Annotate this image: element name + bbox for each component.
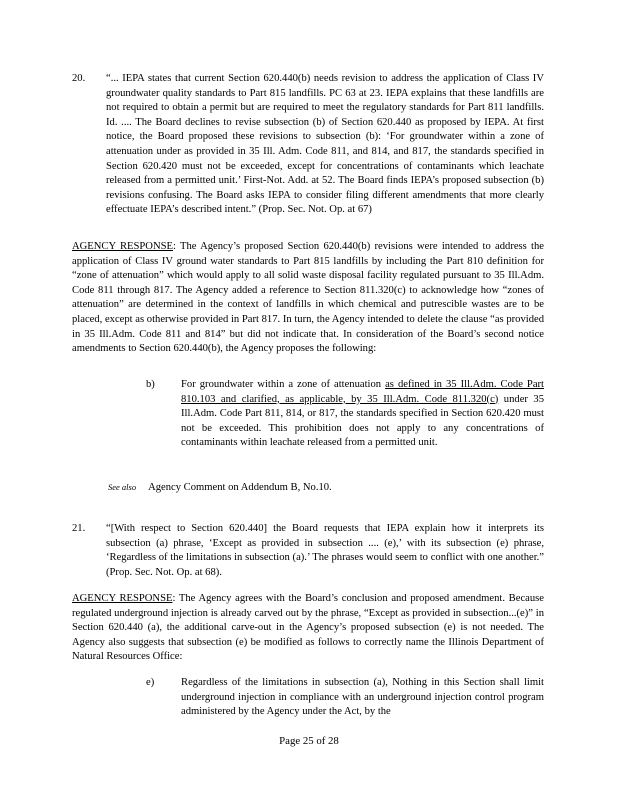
subsection-b: [146, 378, 544, 451]
agency-response-21: [72, 592, 544, 665]
subsection-label: b): [146, 379, 155, 390]
subsection-e: [146, 676, 544, 720]
agency-response-20: [72, 240, 544, 357]
item-text: “[With respect to Section 620.440] the Board requests that IEPA explain how it interprets its subsection (a) phrase, ‘Except as provided in subsection .... (e),’ with its subsection (e) phrase, ‘Regardless of the limitations in subsection (a).’ The phrases would seem to conflict with one another.” (Prop. Sec. Not. Op. at 68).: [106, 523, 544, 578]
page-number: Page 25 of 28: [279, 735, 339, 747]
response-text: : The Agency’s proposed Section 620.440(b) revisions were intended to address the application of Class IV ground water standards to Part 815 landfills by including the Part 810 definition for “zone of attenuation” which would apply to all solid waste disposal facility regulated pursuant to 35 Ill.Adm. Code 811 through 817. The Agency added a reference to Section 811.320(c) to acknowledge how “zones of attenuation” are determined in the context of landfills in which chemical and putrescible wastes are to be placed, except as otherwise provided in Part 817. In turn, the Agency intended to delete the clause “as provided in 35 Ill.Adm. Code 811 and 814” but did not indicate that. In consideration of the Board’s second notice amendments to Section 620.440(b), the Agency proposes the following:: [72, 241, 544, 355]
item-number: 21.: [72, 523, 86, 534]
item-21: [72, 522, 544, 580]
see-also-reference: [108, 480, 332, 496]
item-text: “... IEPA states that current Section 620.440(b) needs revision to address the application of Class IV groundwater quality standards to Part 815 landfills. PC 63 at 23. IEPA explains that these landfills are not required to obtain a permit but are required to meet the regulatory standards for Part 811 landfills. Id. .... The Board declines to revise subsection (b) of Section 620.440 as proposed by IEPA. At first notice, the Board proposed these revisions to subsection (b): ‘For groundwater within a zone of attenuation under as provided in 35 Ill. Adm. Code 811, and 814, and 817, the standards specified in Section 620.420 must not be exceeded, except for concentrations of contaminants which leachate released from a permitted unit.’ First-Not. Add. at 52. The Board finds IEPA’s proposed subsection (b) revisions confusing. The Board asks IEPA to consider filing different amendments that more clearly effectuate IEPA’s described intent.” (Prop. Sec. Not. Op. at 67): [106, 73, 544, 216]
subsection-text: For groundwater within a zone of attenuation as defined in 35 Ill.Adm. Code Part 810.103 and clarified, as applicable, by 35 Ill.Adm. Code 811.320(c) under 35 Ill.Adm. Code Part 811, 814, or 817, the standards specified in Section 620.420 must not be exceeded. This prohibition does not apply to any concentrations of contaminants within leachate released from a permitted unit.: [181, 379, 545, 449]
citation-signal: See also: [108, 482, 137, 492]
subsection-label: e): [146, 677, 155, 688]
response-heading: AGENCY RESPONSE: [72, 593, 173, 604]
citation-text: Agency Comment on Addendum B, No.10.: [148, 482, 332, 493]
inserted-text: as defined in 35 Ill.Adm. Code Part 810.103 and clarified, as applicable, by 35 Ill.Adm. Code 811.320(c): [181, 379, 544, 405]
response-heading: AGENCY RESPONSE: [72, 241, 173, 252]
subsection-text: Regardless of the limitations in subsection (a), Nothing in this Section shall limit underground injection in compliance with an underground injection control program administered by the Agency under the Act, by the: [181, 677, 544, 718]
item-20: [72, 72, 544, 218]
response-text: : The Agency agrees with the Board’s conclusion and proposed amendment. Because regulated underground injection is already carved out by the phrase, “Except as provided in subsection...(e)” in Section 620.440 (a), the additional carve-out in the Agency’s proposed subsection (e) is not needed. The Agency also suggests that subsection (e) be modified as follows to correctly name the Illinois Department of Natural Resources Office:: [72, 593, 544, 663]
item-number: 20.: [72, 73, 86, 84]
